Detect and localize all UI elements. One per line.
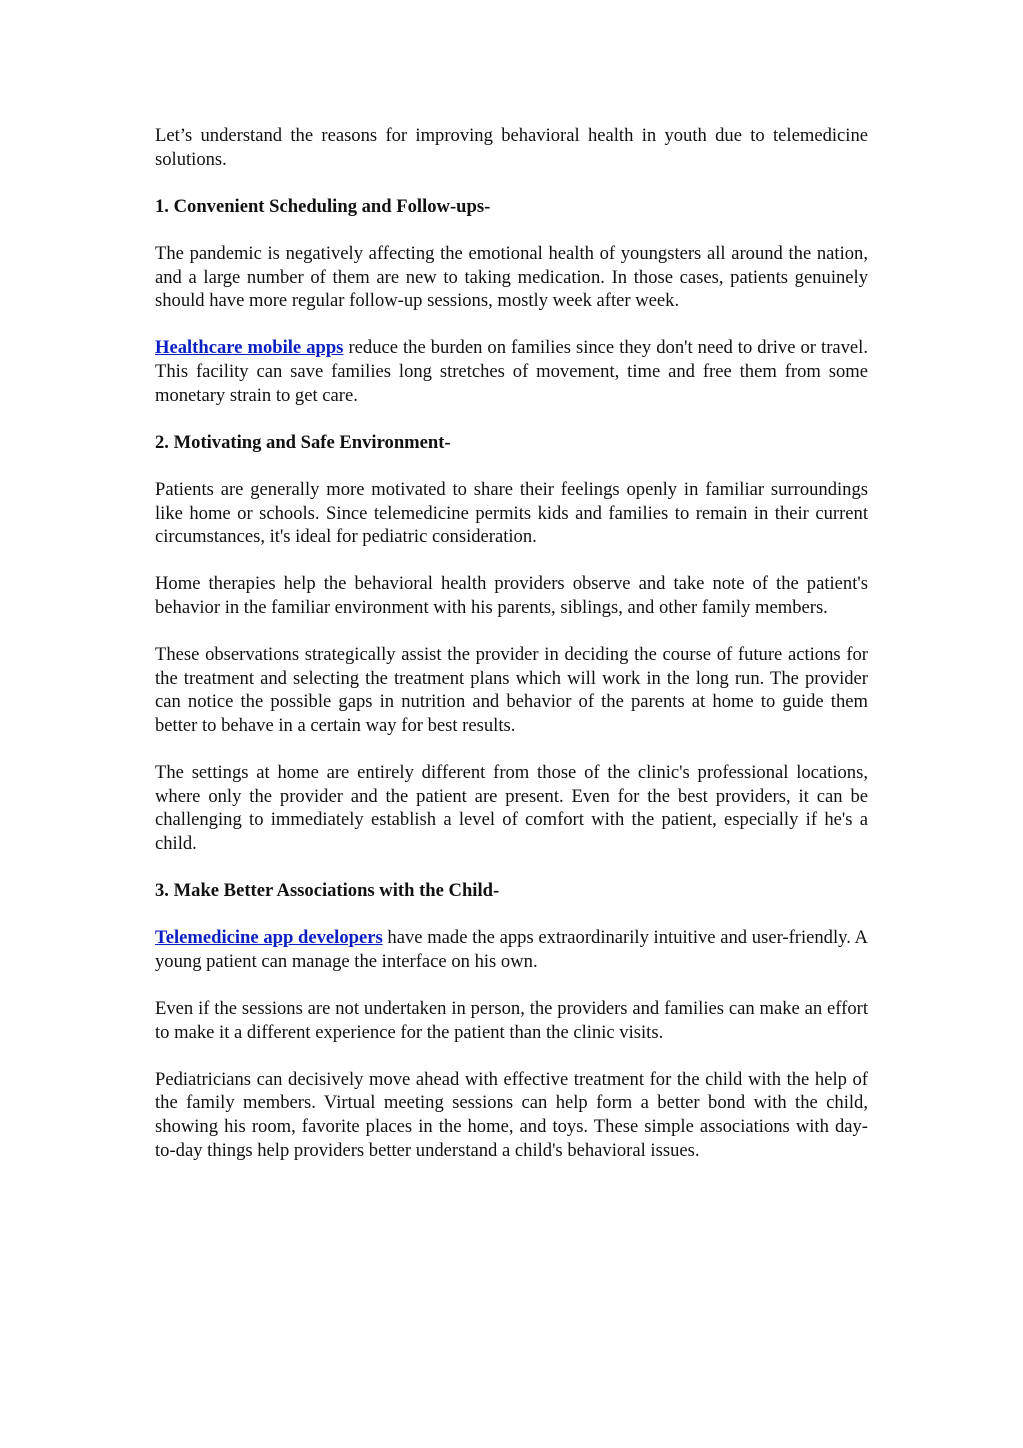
section-3-heading: 3. Make Better Associations with the Child- xyxy=(155,880,500,901)
section-2-heading: 2. Motivating and Safe Environment- xyxy=(155,431,451,453)
section-3-paragraph-2: Even if the sessions are not undertaken in person, the providers and families can make an effort to make it a different experience for the patient than the clinic visits. xyxy=(155,997,868,1043)
section-1-heading: 1. Convenient Scheduling and Follow-ups- xyxy=(155,195,491,217)
section-1-paragraph-1: The pandemic is negatively affecting the emotional health of youngsters all around the nation, and a large number of them are new to taking medication. In those cases, patients genuinely should have more regular follow-up sessions, mostly week after week. xyxy=(155,242,868,312)
section-3-paragraph-3: Pediatricians can decisively move ahead with effective treatment for the child with the help of the family members. Virtual meeting sessions can help form a better bond with the child, showing his room, favorite places in the home, and toys. These simple associations with day-to-day things help providers better understand a child's behavioral issues. xyxy=(155,1068,868,1161)
section-3-paragraph-1 xyxy=(155,926,868,973)
healthcare-mobile-apps-link[interactable]: Healthcare mobile apps xyxy=(155,337,344,359)
document-page xyxy=(155,124,868,1186)
telemedicine-app-developers-link[interactable]: Telemedicine app developers xyxy=(155,927,383,949)
intro-paragraph: Let’s understand the reasons for improving behavioral health in youth due to telemedicine solutions. xyxy=(155,125,868,170)
section-2-paragraph-4: The settings at home are entirely different from those of the clinic's professional locations, where only the provider and the patient are present. Even for the best providers, it can be challenging to immediately establish a level of comfort with the patient, especially if he's a child. xyxy=(155,762,868,854)
section-1-paragraph-2 xyxy=(155,336,868,407)
section-2-paragraph-3: These observations strategically assist the provider in deciding the course of future actions for the treatment and selecting the treatment plans which will work in the long run. The provider can notice the possible gaps in nutrition and behavior of the parents at home to guide them better to behave in a certain way for best results. xyxy=(155,644,868,736)
section-2-paragraph-1: Patients are generally more motivated to share their feelings openly in familiar surroundings like home or schools. Since telemedicine permits kids and families to remain in their current circumstances, it's ideal for pediatric consideration. xyxy=(155,478,868,548)
section-3-paragraph-1-text: have made the apps extraordinarily intuitive and user-friendly. A young patient can manage the interface on his own. xyxy=(155,927,868,972)
section-1-paragraph-2-text: reduce the burden on families since they don't need to drive or travel. This facility can save families long stretches of movement, time and free them from some monetary strain to get care. xyxy=(155,337,869,406)
section-2-paragraph-2: Home therapies help the behavioral health providers observe and take note of the patient's behavior in the familiar environment with his parents, siblings, and other family members. xyxy=(155,573,868,618)
